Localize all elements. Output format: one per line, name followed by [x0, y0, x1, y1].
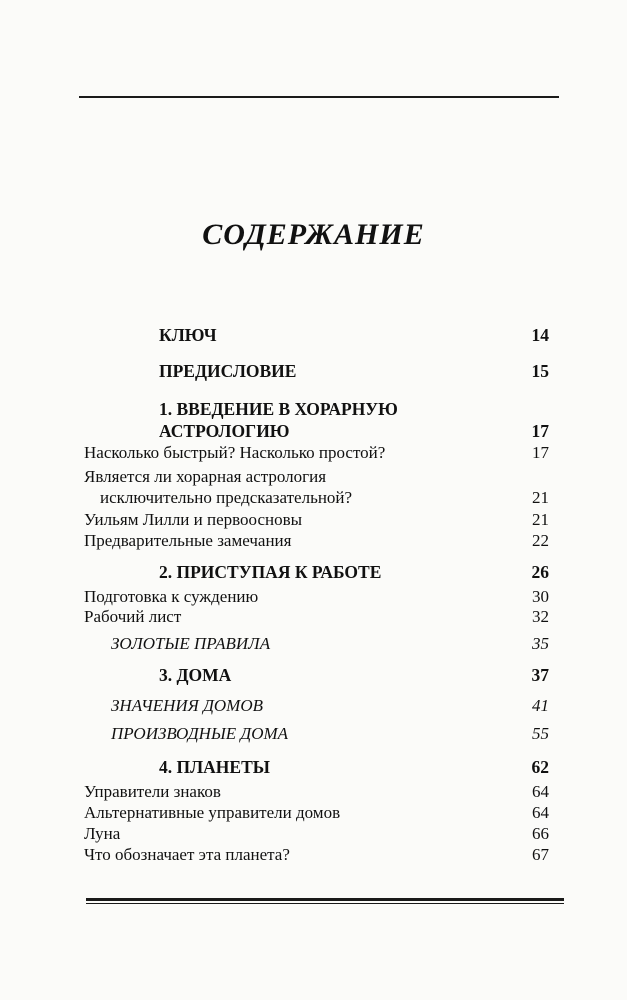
- toc-entry-page: 62: [531, 757, 549, 777]
- toc-entry-text: КЛЮЧ: [159, 325, 217, 345]
- toc-entry-page: 22: [532, 531, 549, 550]
- toc-entry-text: ПРОИЗВОДНЫЕ ДОМА: [111, 724, 289, 743]
- toc-entry-page: 26: [531, 562, 549, 582]
- toc-entry-text: 1. ВВЕДЕНИЕ В ХОРАРНУЮ: [159, 399, 398, 419]
- toc-entry-text: Насколько быстрый? Насколько простой?: [84, 443, 386, 462]
- bottom-double-rule: [86, 898, 564, 904]
- toc-entry-text: Что обозначает эта планета?: [84, 845, 290, 864]
- toc-entry-page: 55: [532, 724, 549, 743]
- toc-entry-page: 64: [532, 803, 549, 822]
- toc-entry-text: Луна: [84, 824, 121, 843]
- toc-entry-text: 4. ПЛАНЕТЫ: [159, 757, 270, 777]
- toc-entry-page: 67: [532, 845, 549, 864]
- toc-entry-text: Рабочий лист: [84, 607, 182, 626]
- toc-entry-text: Уильям Лилли и первоосновы: [84, 510, 303, 529]
- toc-entry-page: 15: [531, 361, 549, 381]
- toc-entry-page: 66: [532, 824, 549, 843]
- toc-entry-page: 35: [532, 634, 549, 653]
- toc-entry-page: 64: [532, 782, 549, 801]
- toc-entry-page: 41: [532, 696, 549, 715]
- toc-entry-text: ЗОЛОТЫЕ ПРАВИЛА: [111, 634, 271, 653]
- toc-entry-page: 32: [532, 607, 549, 626]
- toc-entry-page: 17: [532, 443, 549, 462]
- toc-entry-page: 21: [532, 510, 549, 529]
- contents-title: СОДЕРЖАНИЕ: [202, 218, 425, 251]
- toc-entry-page: 37: [531, 665, 549, 685]
- toc-entry-text: ЗНАЧЕНИЯ ДОМОВ: [111, 696, 263, 715]
- top-rule: [79, 96, 559, 98]
- toc-entry-page: 14: [531, 325, 549, 345]
- toc-entry-text: АСТРОЛОГИЮ: [159, 421, 290, 441]
- toc-entry-text: 2. ПРИСТУПАЯ К РАБОТЕ: [159, 562, 382, 582]
- toc-entry-page: 30: [532, 587, 549, 606]
- toc-entry-page: 21: [532, 488, 549, 507]
- toc-entry-text: 3. ДОМА: [159, 665, 232, 685]
- toc-entry-text: Управители знаков: [84, 782, 221, 801]
- toc-entry-text: Подготовка к суждению: [84, 587, 259, 606]
- toc-entry-text: Альтернативные управители домов: [84, 803, 341, 822]
- toc-entry-text: Предварительные замечания: [84, 531, 292, 550]
- toc-entry-text: Является ли хорарная астрология: [84, 467, 327, 486]
- toc-entry-page: 17: [531, 421, 549, 441]
- toc-entry-text: ПРЕДИСЛОВИЕ: [159, 361, 297, 381]
- toc-entry-text: исключительно предсказательной?: [100, 488, 353, 507]
